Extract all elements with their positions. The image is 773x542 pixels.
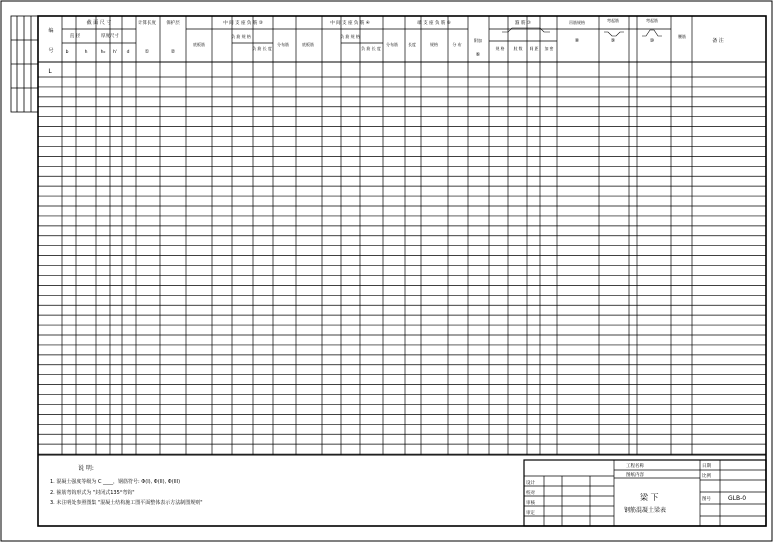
tb-no: 图号 — [702, 497, 711, 502]
header-end-sub-a: 长度 — [408, 42, 416, 47]
tb-scale: 比例 — [702, 474, 711, 479]
tb-date: 日期 — [702, 464, 711, 469]
header-remark: 备 注 — [712, 38, 724, 44]
notes-line-1: 1. 混凝土强度等级为 C ____，钢筋符号: Φ(I), Φ(II), Φ(III) — [50, 479, 181, 485]
header-col-d1-no: ⑩ — [649, 38, 655, 44]
header-end-sub-c: 分 布 — [452, 42, 462, 47]
notes-title: 说 明: — [78, 465, 94, 472]
header-stirrup-sub-b: 肢 数 — [513, 46, 523, 51]
table-header — [48, 17, 723, 58]
notes-area — [50, 464, 203, 506]
header-cover-no: ② — [170, 49, 176, 55]
header-mid-sub-d: 分布筋 — [386, 42, 398, 47]
header-sub-hd: h₀ — [100, 50, 106, 55]
header-stirrup-sub-a: 规 格 — [495, 46, 505, 51]
header-size-thick: 厚度尺寸 — [101, 34, 119, 39]
tb-reviewer: 审核 — [526, 501, 535, 506]
header-col-c1-no: ⑨ — [610, 38, 616, 44]
header-col-e: 腰筋 — [678, 34, 686, 39]
binding-strip — [11, 16, 38, 112]
header-mid-sub-c: 负 筋 长 度 — [361, 46, 381, 51]
header-top-sub-d: 分布筋 — [277, 42, 289, 47]
rebar-table-grid — [38, 16, 766, 455]
header-end-group: 端 支 座 负 筋 ⑤ — [417, 21, 451, 26]
header-cover: 保护层 — [166, 21, 180, 26]
header-sub-b: b — [65, 50, 69, 55]
header-mid-group: 中 间 支 座 负 筋 ④ — [330, 21, 370, 26]
header-sub-h: h — [84, 50, 88, 55]
tb-title-1: 梁 下 — [640, 493, 659, 502]
inner-frame — [38, 16, 766, 526]
first-row-mark: L — [48, 68, 52, 75]
header-mid-sub-b: 负 筋 规 格 — [340, 34, 360, 39]
tb-sheet-code: GLB-0 — [728, 495, 747, 502]
header-stirrup-sub-c: 间 距 — [529, 46, 539, 51]
tb-designer: 设计 — [526, 481, 535, 486]
header-size-diam: 直 径 — [69, 34, 81, 39]
header-top-group: 中 间 支 座 负 筋 ③ — [223, 21, 263, 26]
header-col-b1-note: ⑧ — [574, 38, 580, 44]
tb-project: 工程名称 — [626, 464, 644, 469]
header-stirrup-sub-d: 加 密 — [544, 46, 554, 51]
tb-approver: 审定 — [526, 511, 535, 516]
tb-checker: 校对 — [526, 491, 535, 496]
header-sub-d: d — [126, 50, 130, 55]
header-end-sub-b: 规格 — [430, 42, 438, 47]
header-top-sub-c: 负 筋 长 度 — [252, 46, 272, 51]
header-top-sub-a: 底板筋 — [193, 42, 205, 47]
notes-line-2: 2. 箍筋弯钩形式为 "封闭式135°弯钩" — [50, 490, 135, 496]
header-stirrup-group: 箍 筋 ⑦ — [515, 21, 531, 26]
header-col1-top: 编 — [48, 28, 54, 34]
tb-title-2: 钢筋混凝土梁表 — [624, 507, 667, 514]
header-calc-len-no: ① — [144, 49, 150, 55]
header-size-group: 截 面 尺 寸 — [86, 20, 112, 26]
header-sub-a: h' — [112, 50, 118, 55]
header-col-c1: 弯起筋 — [607, 18, 619, 23]
header-col1-bottom: 号 — [48, 48, 54, 54]
header-calc-len: 计算长度 — [138, 21, 156, 26]
notes-line-3: 3. 未注明处参照图集 "混凝土结构施工图平面整体表示方法制图规则" — [50, 500, 203, 506]
header-mid-sub-a: 底板筋 — [302, 42, 314, 47]
header-side-no: ⑥ — [475, 52, 481, 58]
header-col-d1: 弯起筋 — [646, 18, 658, 23]
header-top-sub-b: 负 筋 规 格 — [231, 34, 251, 39]
header-col-b1: 吊筋规格 — [569, 20, 585, 25]
header-side-label: 附加 — [474, 38, 482, 43]
tb-sheet: 图纸内容 — [626, 473, 644, 478]
